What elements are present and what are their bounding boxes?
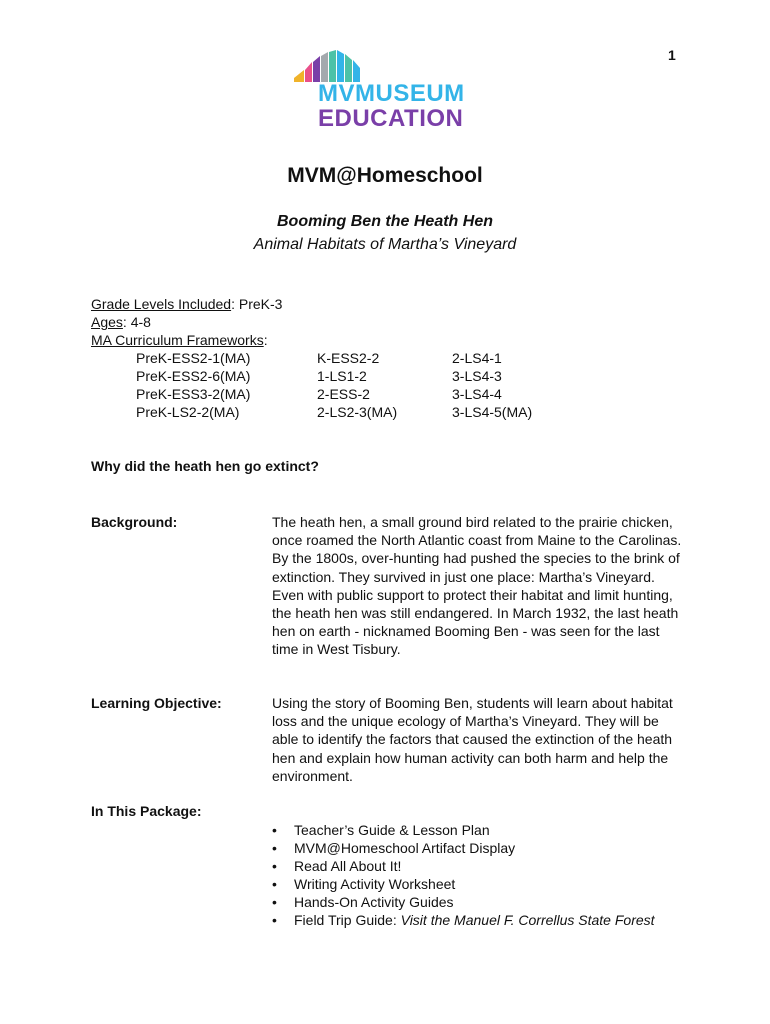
- list-item: [272, 839, 655, 857]
- framework-standard: PreK-ESS2-1(MA): [136, 350, 251, 366]
- framework-standard: 3-LS4-5(MA): [452, 404, 533, 420]
- framework-standard: 3-LS4-3: [452, 368, 502, 384]
- background-text: The heath hen, a small ground bird related to the prairie chicken, once roamed the North Atlantic coast from Maine to the Carolinas. By the 1800s, over-hunting had pushed the species to the brink of extinction. They survived in just one place: Martha’s Vineyard. Even with public support to protect their habitat and limit hunting, the heath hen was still endangered. In March 1932, the last heath hen on earth - nicknamed Booming Ben - was seen for the last time in West Tisbury.: [272, 514, 682, 658]
- list-item: [272, 821, 655, 839]
- ages: [91, 314, 151, 330]
- framework-standard: 3-LS4-4: [452, 386, 502, 402]
- list-item: [272, 857, 655, 875]
- learning-objective-label: Learning Objective:: [91, 695, 222, 711]
- background-label: Background:: [91, 514, 178, 530]
- bullet-icon: •: [272, 822, 277, 838]
- grade-levels-label: Grade Levels Included: [91, 296, 232, 312]
- ages-value: : 4-8: [122, 314, 151, 330]
- ages-label: Ages: [91, 314, 123, 330]
- framework-standard: PreK-LS2-2(MA): [136, 404, 240, 420]
- package-item-prefix: Field Trip Guide:: [294, 912, 401, 928]
- grade-levels: [91, 296, 282, 312]
- framework-standard: K-ESS2-2: [317, 350, 380, 366]
- package-item-italic: Visit the Manuel F. Correllus State Forest: [400, 912, 655, 928]
- learning-objective-text: Using the story of Booming Ben, students will learn about habitat loss and the unique ecology of Martha’s Vineyard. They will be able to identify the factors that caused the extinction of the heath hen and explain how human activity can both harm and help the environment.: [272, 695, 673, 784]
- list-item: [272, 911, 655, 929]
- page-number: 1: [668, 47, 676, 63]
- driving-question: Why did the heath hen go extinct?: [91, 458, 319, 474]
- lesson-subtitle: Animal Habitats of Martha’s Vineyard: [253, 236, 517, 253]
- framework-standard: 2-ESS-2: [317, 386, 370, 402]
- bullet-icon: •: [272, 840, 277, 856]
- package-label: In This Package:: [91, 803, 202, 819]
- package-list: [272, 821, 655, 929]
- logo-line-1: MVMUSEUM: [318, 80, 465, 107]
- package-item: MVM@Homeschool Artifact Display: [294, 840, 516, 856]
- framework-standard: PreK-ESS3-2(MA): [136, 386, 251, 402]
- package-item: Writing Activity Worksheet: [294, 876, 456, 892]
- logo-bars-icon: [290, 48, 370, 82]
- framework-standard: 1-LS1-2: [317, 368, 367, 384]
- bullet-icon: •: [272, 912, 277, 928]
- bullet-icon: •: [272, 876, 277, 892]
- curriculum-frameworks: [91, 332, 268, 348]
- list-item: [272, 893, 655, 911]
- frameworks-suffix: :: [263, 332, 268, 348]
- framework-standard: 2-LS2-3(MA): [317, 404, 398, 420]
- lesson-title: Booming Ben the Heath Hen: [276, 213, 493, 230]
- package-item: Read All About It!: [294, 858, 402, 874]
- frameworks-label: MA Curriculum Frameworks: [91, 332, 264, 348]
- logo-line-2: EDUCATION: [318, 105, 464, 132]
- mvmuseum-logo: [288, 48, 484, 136]
- grade-levels-value: : PreK-3: [231, 296, 283, 312]
- framework-standard: 2-LS4-1: [452, 350, 502, 366]
- bullet-icon: •: [272, 858, 277, 874]
- bullet-icon: •: [272, 894, 277, 910]
- framework-standard: PreK-ESS2-6(MA): [136, 368, 251, 384]
- package-item: Hands-On Activity Guides: [294, 894, 454, 910]
- list-item: [272, 875, 655, 893]
- page-title: MVM@Homeschool: [287, 164, 483, 187]
- package-item: Teacher’s Guide & Lesson Plan: [294, 822, 490, 838]
